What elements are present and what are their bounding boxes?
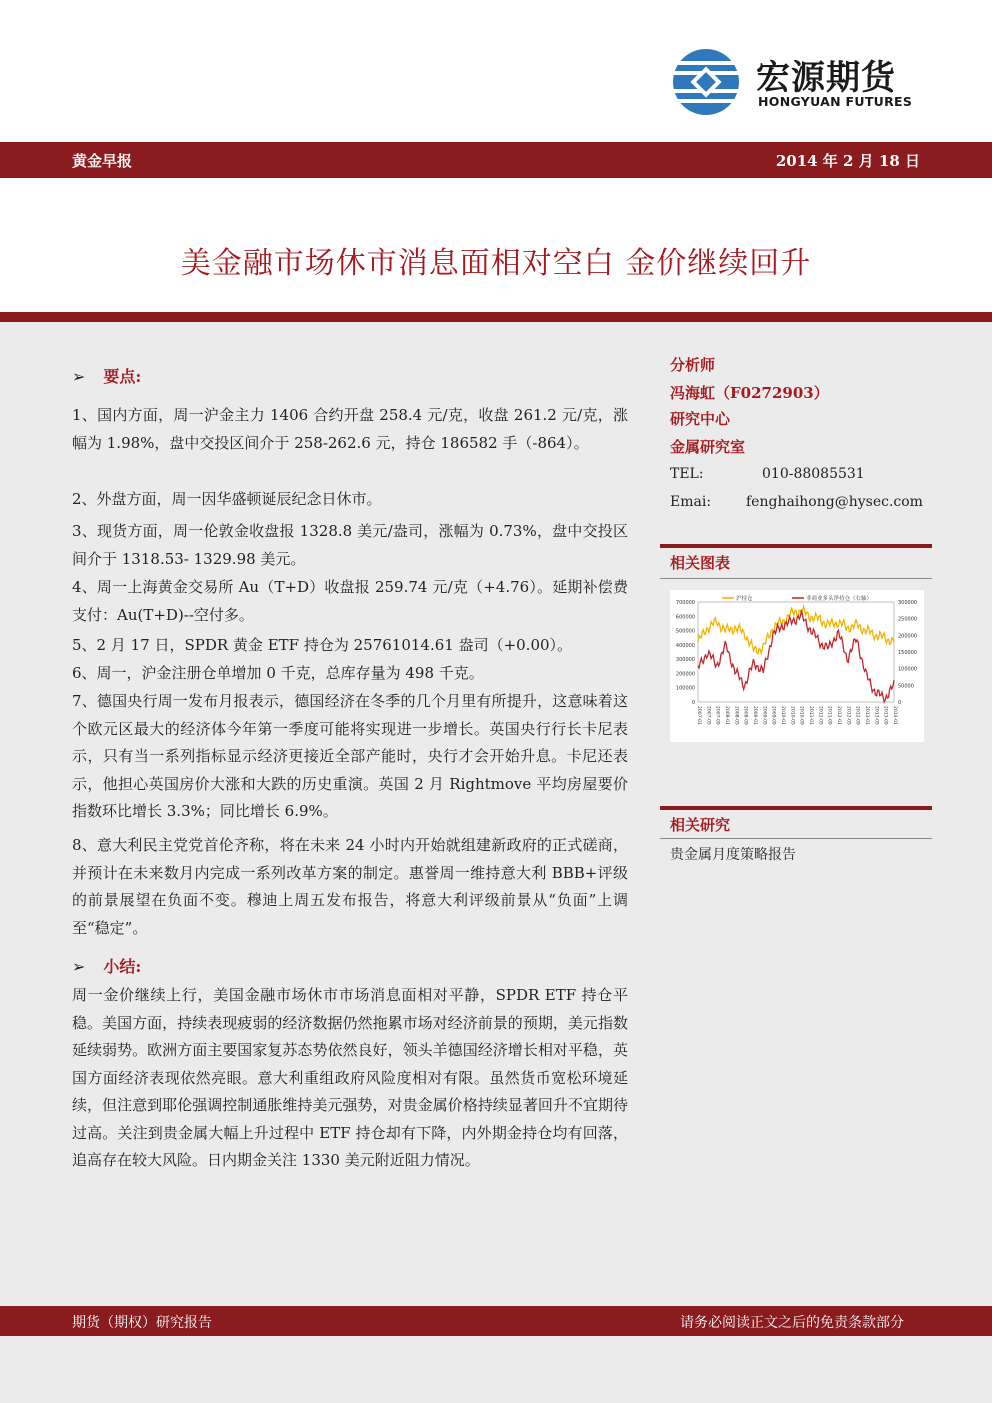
- x-tick-label: 2009-01: [752, 706, 757, 725]
- holdings-chart-svg: [670, 590, 924, 742]
- x-tick-label: 2010-05: [789, 706, 795, 725]
- related-chart-heading: 相关图表: [670, 554, 731, 572]
- x-tick-label: 2007-05: [705, 706, 711, 725]
- footer-left-text: 期货（期权）研究报告: [72, 1315, 212, 1331]
- x-tick-label: 2007-09: [714, 706, 720, 725]
- summary-heading: [72, 954, 141, 977]
- x-tick-label: 2011-09: [826, 706, 832, 725]
- related-chart-rule: [660, 544, 932, 548]
- analyst-label: 分析师: [670, 356, 716, 374]
- footer-disclaimer: 请务必阅读正文之后的免责条款部分: [680, 1315, 904, 1331]
- related-research-rule: [660, 806, 932, 810]
- x-tick-label: 2010-01: [780, 706, 785, 725]
- y-left-tick-label: 500000: [675, 628, 695, 635]
- company-name-cn: 宏源期货: [756, 58, 896, 98]
- report-date: 2014 年 2 月 18 日: [775, 152, 920, 170]
- y-left-tick-label: 600000: [675, 614, 695, 621]
- y-left-tick-label: 0: [691, 700, 695, 706]
- highlight-item-3: 3、现货方面，周一伦敦金收盘报 1328.8 美元/盎司，涨幅为 0.73%，盘中交投区间介于 1318.53- 1329.98 美元。: [72, 522, 628, 568]
- y-right-tick-label: 300000: [898, 600, 918, 606]
- title-divider: [0, 312, 992, 322]
- x-tick-label: 2009-09: [770, 706, 776, 725]
- company-name-en: HONGYUAN FUTURES: [758, 94, 913, 109]
- title-zone: [0, 178, 992, 312]
- related-research-item[interactable]: 贵金属月度策略报告: [670, 847, 796, 863]
- page-bottom: [0, 1336, 992, 1403]
- x-tick-label: 2012-05: [845, 706, 851, 725]
- related-research-heading: 相关研究: [670, 816, 731, 834]
- highlight-item-5: 5、2 月 17 日，SPDR 黄金 ETF 持仓为 25761014.61 盎司（+0.00）。: [72, 636, 573, 654]
- highlight-item-7: 7、德国央行周一发布月报表示，德国经济在冬季的几个月里有所提升，这意味着这个欧元区最大的经济体今年第一季度可能将实现进一步增长。英国央行行长卡尼表示，只有当一系列指标显示经济更接近全部产能时，央行才会开始升息。卡尼还表示，他担心英国房价大涨和大跌的历史重演。英国 2 月 Rightmove 平均房屋要价指数环比增长 3.3%；同比增长 6.9%。: [72, 692, 628, 820]
- y-right-tick-label: 200000: [898, 633, 918, 640]
- summary-text: 周一金价继续上行，美国金融市场休市市场消息面相对平静，SPDR ETF 持仓平稳。美国方面，持续表现疲弱的经济数据仍然拖累市场对经济前景的预期，美元指数延续弱势。欧洲方面主要国家复苏态势依然良好，领头羊德国经济增长相对平稳，英国方面经济表现依然亮眼。意大利重组政府风险度相对有限。虽然货币宽松环境延续，但注意到耶伦强调控制通胀维持美元强势，对贵金属价格持续显著回升不宜期待过高。关注到贵金属大幅上升过程中 ETF 持仓却有下降，内外期金持仓均有回落，追高存在较大风险。日内期金关注 1330 美元附近阻力情况。: [72, 986, 628, 1169]
- y-left-tick-label: 700000: [675, 600, 695, 606]
- legend-label: 非商业多头净持仓（右轴）: [806, 596, 873, 602]
- highlight-item-1: 1、国内方面，周一沪金主力 1406 合约开盘 258.4 元/克，收盘 261.2 元/克，涨幅为 1.98%，盘中交投区间介于 258-262.6 元，持仓 186582 手（-864）。: [72, 406, 628, 452]
- x-tick-label: 2014-01: [892, 706, 897, 725]
- x-tick-label: 2011-01: [808, 706, 813, 725]
- x-tick-label: 2013-05: [873, 706, 879, 725]
- related-research-underline: [660, 838, 932, 839]
- analyst-name: 冯海虹（F0272903）: [670, 384, 829, 402]
- page-header: [0, 0, 992, 142]
- legend-label: 沪持仓: [736, 596, 753, 602]
- x-tick-label: 2009-05: [761, 706, 767, 725]
- report-body: [0, 322, 992, 1306]
- x-tick-label: 2010-09: [798, 706, 804, 725]
- y-left-tick-label: 100000: [675, 685, 695, 692]
- y-right-tick-label: 50000: [898, 683, 914, 690]
- highlight-item-8: 8、意大利民主党党首伦齐称，将在未来 24 小时内开始就组建新政府的正式磋商，并预计在未来数月内完成一系列改革方案的制定。惠誉周一维持意大利 BBB+评级的前景展望在负面不变。穆迪上周五发布报告，将意大利评级前景从“负面”上调至“稳定”。: [72, 836, 628, 937]
- report-band: [0, 142, 992, 178]
- y-left-tick-label: 300000: [675, 657, 695, 664]
- highlight-item-4: 4、周一上海黄金交易所 Au（T+D）收盘报 259.74 元/克（+4.76）。延期补偿费支付：Au(T+D)--空付多。: [72, 578, 628, 624]
- y-left-tick-label: 200000: [675, 671, 695, 678]
- email-label: Emai:: [670, 494, 712, 510]
- y-right-tick-label: 0: [898, 700, 902, 706]
- analyst-dept1: 研究中心: [670, 410, 731, 428]
- company-logo: [672, 48, 932, 118]
- x-tick-label: 2012-09: [854, 706, 860, 725]
- x-tick-label: 2007-01: [696, 706, 701, 725]
- x-tick-label: 2011-05: [817, 706, 823, 725]
- y-left-tick-label: 400000: [675, 642, 695, 649]
- x-tick-label: 2013-01: [864, 706, 869, 725]
- tel-number: 010-88085531: [762, 466, 865, 482]
- email-address[interactable]: fenghaihong@hysec.com: [746, 494, 923, 510]
- holdings-chart: [670, 590, 924, 742]
- report-type: 黄金早报: [72, 152, 133, 170]
- x-tick-label: 2008-01: [724, 706, 729, 725]
- highlights-heading: [72, 364, 141, 387]
- y-right-tick-label: 150000: [898, 650, 918, 656]
- x-tick-label: 2012-01: [836, 706, 841, 725]
- highlight-item-2: 2、外盘方面，周一因华盛顿诞辰纪念日休市。: [72, 490, 382, 508]
- x-tick-label: 2013-09: [882, 706, 888, 725]
- analyst-dept2: 金属研究室: [670, 438, 746, 456]
- report-title: 美金融市场休市消息面相对空白 金价继续回升: [180, 246, 812, 281]
- highlights-heading-text: 要点:: [103, 367, 142, 386]
- company-logo-icon: [672, 48, 740, 116]
- summary-heading-text: 小结:: [103, 957, 142, 976]
- page-footer: [0, 1306, 992, 1336]
- arrow-bullet-icon: ➢: [72, 957, 86, 976]
- related-chart-underline: [660, 578, 932, 579]
- tel-label: TEL:: [670, 466, 704, 482]
- x-tick-label: 2008-05: [733, 706, 739, 725]
- y-right-tick-label: 100000: [898, 666, 918, 673]
- x-tick-label: 2008-09: [742, 706, 748, 725]
- arrow-bullet-icon: ➢: [72, 367, 86, 386]
- y-right-tick-label: 250000: [898, 616, 918, 623]
- highlight-item-6: 6、周一，沪金注册仓单增加 0 千克，总库存量为 498 千克。: [72, 664, 484, 682]
